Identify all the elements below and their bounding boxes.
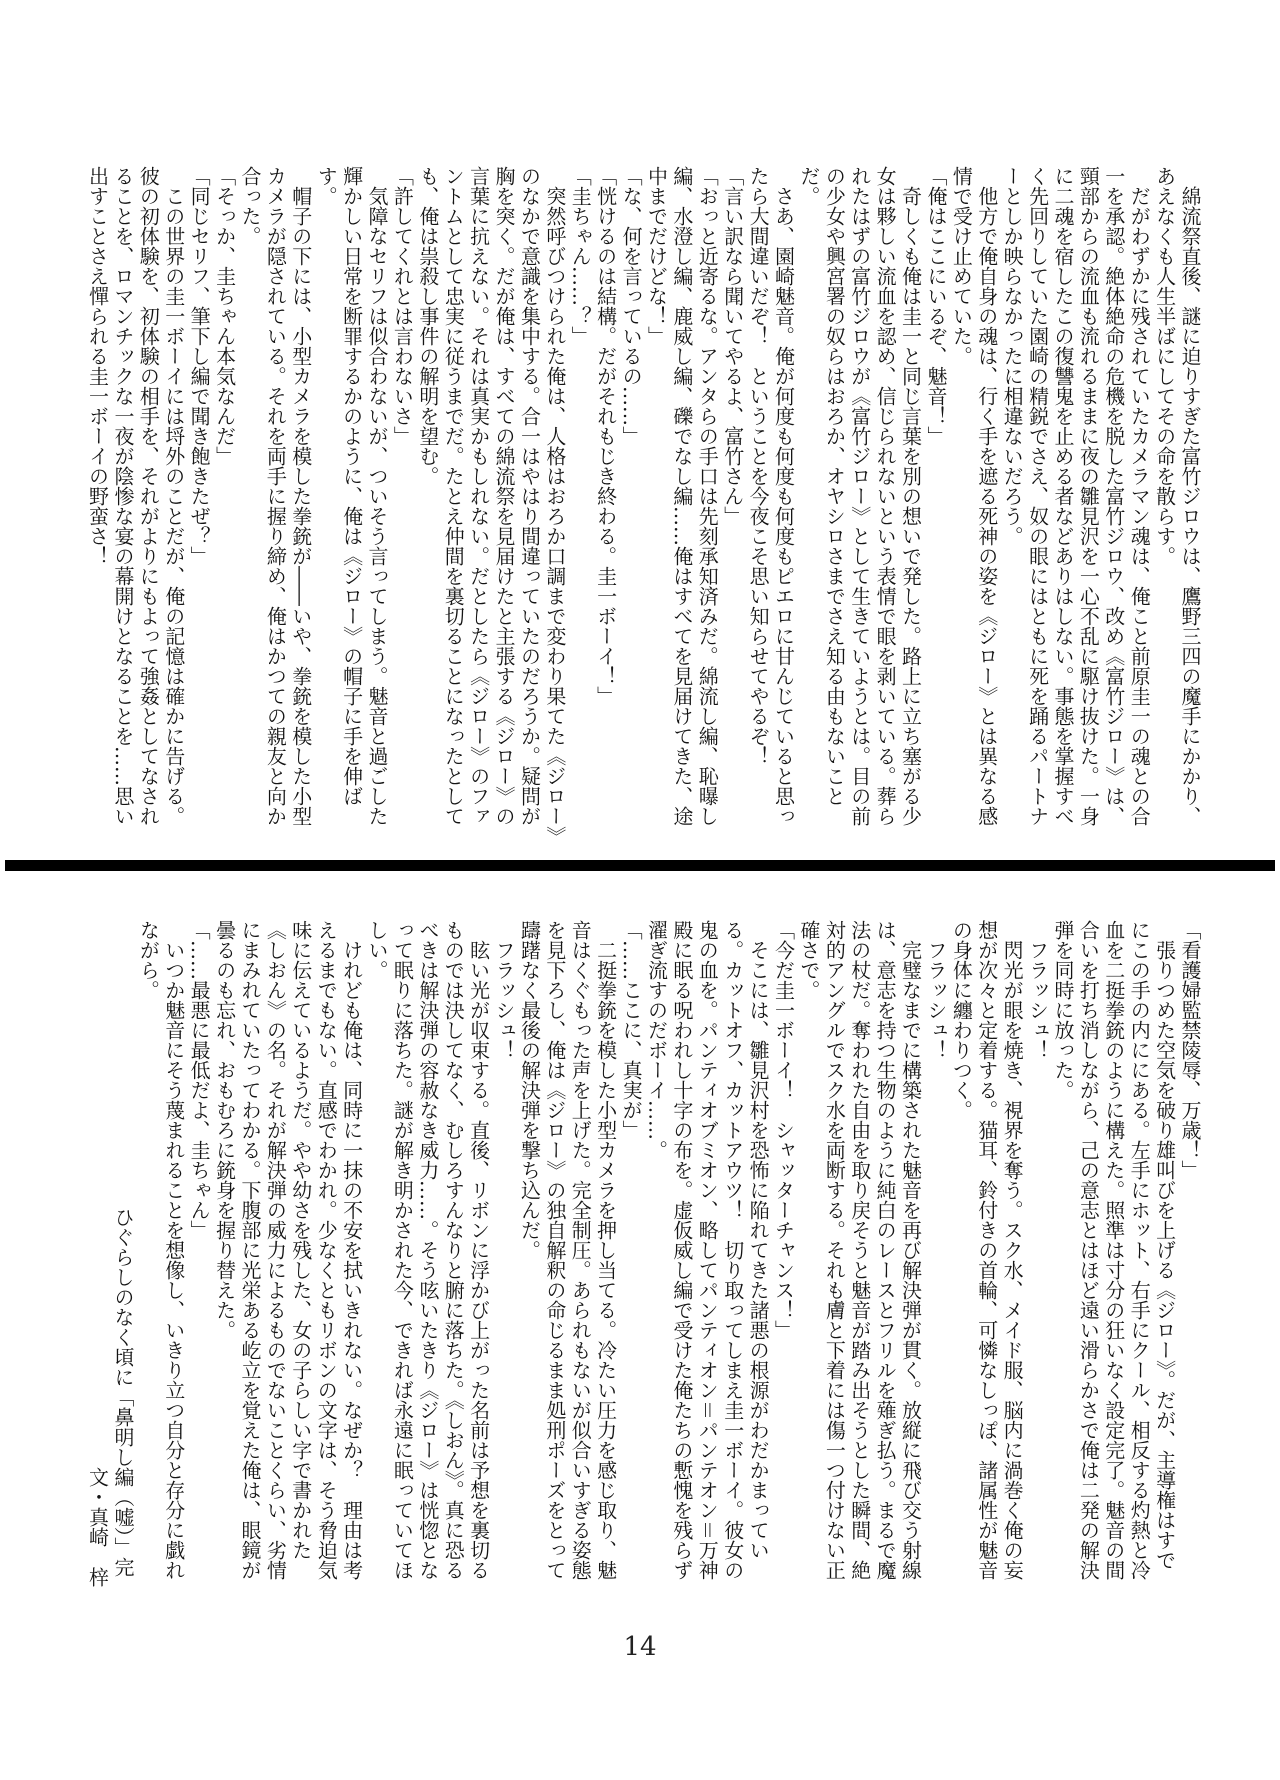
paragraph: 「おっと近寄るな。アンタらの手口は先刻承知済みだ。綿流し編、恥曝し編、水澄し編、鹿威し編、礫でなし編……俺はすべてを見届けてきた、途中までだけどな！」	[644, 166, 720, 826]
paragraph: 「看護婦監禁陵辱、万歳！」	[1178, 920, 1202, 1180]
paragraph: 完璧なまでに構築された魅音を再び解決弾が貫く。放縦に飛び交う射線は、意志を持つ生物のように純白のレースとフリルを薙ぎ払う。まるで魔法の杖だ。奪われた自由を取り戻そうと魅音が踏み出そうとした瞬間、絶対的アングルでスク水を両断する。それも膚と下着には傷一つ付けない正確さで。	[796, 920, 923, 1580]
paragraph: この世界の圭一ボーイには埒外のことだが、俺の記憶は確かに告げる。彼の初体験を、初体験の相手を、それがよりにもよって強姦としてなされることを、ロマンチックな一夜が陰惨な宴の幕開けとなることを……思い出すことさえ憚られる圭一ボーイの野蛮さ！	[85, 166, 186, 826]
paragraph: けれども俺は、同時に一抹の不安を拭いきれない。なぜか？ 理由は考えるまでもない。直感でわかれ。少なくともリボンの文字は、そう脅迫気味に伝えているようだ。やや幼さを残した、女の子らしい字で書かれた《しおん》の名。それが解決弾の威力によるものでないことくらい、劣情にまみれていたってわかる。下腹部に光栄ある屹立を覚えた俺は、眼鏡が曇るのも忘れ、おもむろに銃身を握り替えた。	[212, 920, 364, 1580]
paragraph: 「……最悪に最低だよ、圭ちゃん」	[187, 920, 212, 1240]
story-title-credit: ひぐらしのなく頃に「鼻明し編（嘘）」完	[110, 1207, 135, 1577]
paragraph: 「圭ちゃん……？」	[568, 166, 593, 346]
paragraph: 「そっか、圭ちゃん本気なんだ」	[212, 166, 237, 466]
paragraph: 眩い光が収束する。直後、リボンに浮かび上がった名前は予想を裏切るものでは決してなく、むしろすんなりと腑に落ちた。《しおん》。真に恐るべきは解決弾の容赦なき威力……。そう呟いたきり《ジロー》は恍惚となって眠りに落ちた。謎が解き明かされた今、できれば永遠に眠っていてほしい。	[365, 920, 491, 1580]
top-text-block	[84, 166, 1202, 840]
paragraph: 「許してくれとは言わないさ」	[390, 166, 415, 446]
paragraph: 帽子の下には、小型カメラを模した拳銃が――いや、拳銃を模した小型カメラが隠されている。それを両手に握り締め、俺はかつての親友と向か合った。	[237, 166, 313, 826]
paragraph: 綿流祭直後、謎に迫りすぎた富竹ジロウは、鷹野三四の魔手にかかり、あえなくも人生半ばにしてその命を散らす。	[1152, 166, 1202, 826]
paragraph: 「恍けるのは結構。だがそれもじき終わる。圭一ボーイ！」	[593, 166, 618, 706]
paragraph: 張りつめた空気を破り雄叫びを上げる《ジロー》。だが、主導権はすでにこの手の内ににある。左手にホット、右手にクール、相反する灼熱と冷血を二挺拳銃のように構えた。照準は寸分の狂いなく設定完了。魅音の間合いを打ち消しながら、己の意志とはほど遠い滑らかさで俺は二発の解決弾を同時に放った。	[1050, 920, 1177, 1580]
bottom-text-block	[84, 920, 1202, 1588]
paragraph: そこには、雛見沢村を恐怖に陥れてきた諸悪の根源がわだかまっている。カットオフ、カットアウツ！ 切り取ってしまえ圭一ボーイ。彼女の鬼の血を。パンティオブミオン、略してパンティオン＝パンテオン＝万神殿に眠る呪われし十字の布を。虚仮威し編で受けた俺たちの慙愧を残らず濯ぎ流すのだボーイ……。	[644, 920, 771, 1580]
paragraph: 閃光が眼を焼き、視界を奪う。スク水、メイド服、脳内に渦巻く俺の妄想が次々と定着する。猫耳、鈴付きの首輪、可憐なしっぽ、諸属性が魅音の身体に纏わりつく。	[949, 920, 1025, 1580]
paragraph: 「同じセリフ、筆下し編で聞き飽きたぜ？」	[187, 166, 212, 566]
paragraph: 気障なセリフは似合わないが、ついそう言ってしまう。魅音と過ごした輝かしい日常を断罪するかのように、俺は《ジロー》の帽子に手を伸ばす。	[314, 166, 389, 826]
paragraph: 突然呼びつけられた俺は、人格はおろか口調まで変わり果てた《ジロー》のなかで意識を集中する。合一はやはり間違っていたのだろうか。疑問が胸を突く。だが俺は、すべての綿流祭を見届けたと主張する《ジロー》の言葉に抗えない。それは真実かもしれない。だとしたら《ジロー》のファントムとして忠実に従うまでだ。たとえ仲間を裏切ることになったとしても、俺は祟殺し事件の解明を望む。	[415, 166, 567, 836]
paragraph: 奇しくも俺は圭一と同じ言葉を別の想いで発した。路上に立ち塞がる少女は夥しい流血を認め、信じられないという表情で眼を剥いている。葬られたはずの富竹ジロウが《富竹ジロー》として生きていようとは。目の前の少女や興宮署の奴らはおろか、オヤシロさまでさえ知る由もないことだ。	[796, 166, 923, 826]
paragraph: フラッシュ！	[1025, 920, 1050, 1060]
paragraph: 「言い訳なら聞いてやるよ、富竹さん」	[720, 166, 745, 526]
paragraph: 二挺拳銃を模した小型カメラを押し当てる。冷たい圧力を感じ取り、魅音はくぐもった声を上げた。完全制圧。あられもないが似合いすぎる姿態を見下ろし、俺は《ジロー》の独自解釈の命じるまま処刑ポーズをとって躊躇なく最後の解決弾を撃ち込んだ。	[517, 920, 618, 1580]
paragraph: 他方で俺自身の魂は、行く手を遮る死神の姿を《ジロー》とは異なる感情で受け止めていた。	[949, 166, 999, 826]
paragraph: 「……ここに、真実が」	[619, 920, 644, 1140]
paragraph: フラッシュ！	[492, 920, 517, 1060]
section-divider-rule	[5, 860, 1275, 871]
author-credit: 文・真崎 梓	[85, 1467, 110, 1587]
page-number: 14	[623, 1632, 657, 1662]
paragraph: 「俺はここにいるぞ、魅音！」	[923, 166, 948, 446]
paragraph: だがわずかに残されていたカメラマン魂は、俺こと前原圭一の魂との合一を承認。絶体絶命の危機を脱した富竹ジロウ、改め《富竹ジロー》は、頸部からの流血も流れるままに夜の雛見沢を一心不乱に駆け抜けた。一身に二魂を宿したこの復讐鬼を止める者などありはしない。事態を掌握すべく先回りしていた園崎の精鋭でさえ、奴の眼にはともに死を踊るパートナーとしか映らなかったに相違ないだろう。	[1000, 166, 1152, 826]
paragraph: さあ、園崎魅音。俺が何度も何度も何度もピエロに甘んじていると思ったら大間違いだぞ！ ということを今夜こそ思い知らせてやるぞ！	[746, 166, 796, 826]
paragraph: 「な、何を言っているの……」	[619, 166, 644, 446]
paragraph: フラッシュ！	[923, 920, 948, 1060]
paragraph: いつか魅音にそう蔑まれることを想像し、いきり立つ自分と存分に戯れながら。	[136, 920, 186, 1580]
paragraph: 「今だ圭一ボーイ！ シャッターチャンス！」	[771, 920, 796, 1340]
